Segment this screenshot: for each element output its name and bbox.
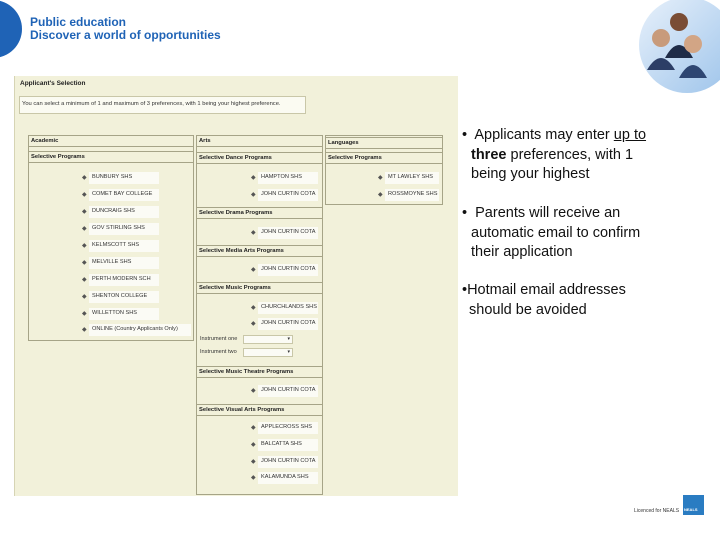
drama-choice-1[interactable]: ◆ JOHN CURTIN COTA [258, 227, 318, 239]
arts-heading: Arts [196, 135, 323, 147]
licence-text: Licenced for NEALS [634, 508, 680, 514]
academic-subheading: Selective Programs [28, 151, 194, 163]
dropdown-arrow-icon: ◆ [251, 388, 256, 394]
bullet-email-confirm: • Parents will receive an automatic email to confirm their application [462, 205, 641, 260]
dropdown-arrow-icon: ◆ [251, 175, 256, 181]
instrument-one-select[interactable] [243, 335, 293, 344]
dropdown-arrow-icon: ◆ [82, 327, 87, 333]
visual-choice-3[interactable]: ◆ JOHN CURTIN COTA [258, 456, 318, 468]
dropdown-arrow-icon: ▾ [287, 349, 290, 355]
visual-choice-2[interactable]: ◆ BALCATTA SHS [258, 439, 318, 451]
languages-subheading: Selective Programs [325, 152, 443, 164]
academic-choice-5[interactable]: ◆ KELMSCOTT SHS [89, 240, 159, 252]
dropdown-arrow-icon: ◆ [82, 311, 87, 317]
visual-subheading: Selective Visual Arts Programs [196, 404, 323, 416]
dropdown-arrow-icon: ◆ [251, 305, 256, 311]
dance-choice-1[interactable]: ◆ HAMPTON SHS [258, 172, 318, 184]
applicant-selection-form [14, 76, 458, 496]
bullet-preferences: • Applicants may enter up to three preferences, with 1 being your highest [462, 127, 647, 182]
languages-choice-2[interactable]: ◆ ROSSMOYNE SHS [385, 189, 439, 201]
dropdown-arrow-icon: ◆ [251, 321, 256, 327]
brand-title: Public education [30, 15, 127, 29]
languages-choice-1[interactable]: ◆ MT LAWLEY SHS [385, 172, 439, 184]
music-choice-1[interactable]: ◆ CHURCHLANDS SHS [258, 302, 318, 314]
visual-choice-1[interactable]: ◆ APPLECROSS SHS [258, 422, 318, 434]
visual-choice-4[interactable]: ◆ KALAMUNDA SHS [258, 472, 318, 484]
dropdown-arrow-icon: ◆ [82, 243, 87, 249]
media-choice-1[interactable]: ◆ JOHN CURTIN COTA [258, 264, 318, 276]
dropdown-arrow-icon: ◆ [251, 230, 256, 236]
instrument-two-select[interactable] [243, 348, 293, 357]
theatre-subheading: Selective Music Theatre Programs [196, 366, 323, 378]
academic-choice-10[interactable]: ◆ ONLINE (Country Applicants Only) [89, 324, 191, 336]
academic-choice-1[interactable]: ◆ BUNBURY SHS [89, 172, 159, 184]
dropdown-arrow-icon: ▾ [287, 336, 290, 342]
form-instruction [19, 96, 306, 114]
academic-choice-3[interactable]: ◆ DUNCRAIG SHS [89, 206, 159, 218]
brand-logo-arc [0, 0, 22, 58]
dropdown-arrow-icon: ◆ [82, 277, 87, 283]
dance-choice-2[interactable]: ◆ JOHN CURTIN COTA [258, 189, 318, 201]
instrument-one-label: Instrument one [200, 336, 238, 342]
theatre-choice-1[interactable]: ◆ JOHN CURTIN COTA [258, 385, 318, 397]
academic-choice-8[interactable]: ◆ SHENTON COLLEGE [89, 291, 159, 303]
media-subheading: Selective Media Arts Programs [196, 245, 323, 257]
bullet-hotmail: •Hotmail email addresses should be avoided [462, 282, 626, 318]
music-choice-2[interactable]: ◆ JOHN CURTIN COTA [258, 318, 318, 330]
dropdown-arrow-icon: ◆ [251, 192, 256, 198]
academic-heading: Academic [28, 135, 194, 147]
drama-subheading: Selective Drama Programs [196, 207, 323, 219]
form-instruction-text: You can select a minimum of 1 and maximum of 3 preferences, with 1 being your highest preference. [22, 101, 281, 107]
academic-choice-7[interactable]: ◆ PERTH MODERN SCH [89, 274, 159, 286]
academic-choice-2[interactable]: ◆ COMET BAY COLLEGE [89, 189, 159, 201]
academic-choice-6[interactable]: ◆ MELVILLE SHS [89, 257, 159, 269]
academic-choice-9[interactable]: ◆ WILLETTON SHS [89, 308, 159, 320]
dropdown-arrow-icon: ◆ [251, 267, 256, 273]
dropdown-arrow-icon: ◆ [251, 425, 256, 431]
dropdown-arrow-icon: ◆ [378, 192, 383, 198]
dropdown-arrow-icon: ◆ [82, 260, 87, 266]
dropdown-arrow-icon: ◆ [251, 442, 256, 448]
dropdown-arrow-icon: ◆ [82, 294, 87, 300]
instrument-two-label: Instrument two [200, 349, 237, 355]
dropdown-arrow-icon: ◆ [82, 192, 87, 198]
dropdown-arrow-icon: ◆ [82, 209, 87, 215]
dropdown-arrow-icon: ◆ [251, 475, 256, 481]
academic-choice-4[interactable]: ◆ GOV STIRLING SHS [89, 223, 159, 235]
dropdown-arrow-icon: ◆ [378, 175, 383, 181]
dropdown-arrow-icon: ◆ [82, 226, 87, 232]
dropdown-arrow-icon: ◆ [251, 459, 256, 465]
brand-subtitle: Discover a world of opportunities [30, 28, 221, 42]
music-subheading: Selective Music Programs [196, 282, 323, 294]
languages-heading: Languages [325, 137, 443, 149]
neals-logo: NEALS [683, 495, 704, 515]
students-photo [627, 0, 720, 95]
dropdown-arrow-icon: ◆ [82, 175, 87, 181]
form-title: Applicant's Selection [20, 80, 86, 87]
dance-subheading: Selective Dance Programs [196, 152, 323, 164]
